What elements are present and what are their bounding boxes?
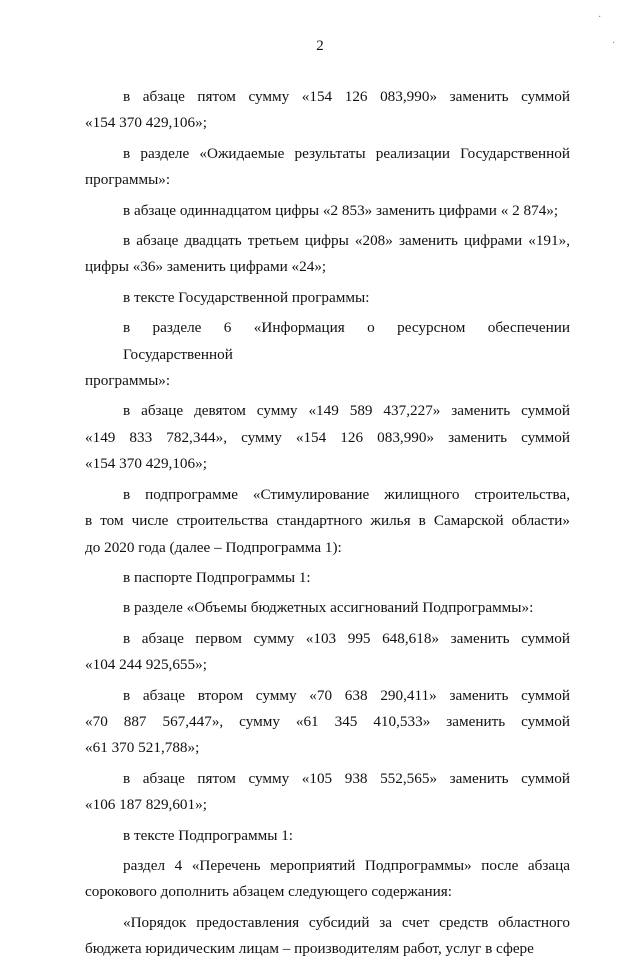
text-line: до 2020 года (далее – Подпрограмма 1):: [85, 538, 342, 556]
text-line: в разделе «Ожидаемые результаты реализации Государственной: [123, 144, 570, 162]
text-line: в абзаце втором сумму «70 638 290,411» заменить суммой: [123, 686, 570, 704]
text-line: «154 370 429,106»;: [85, 455, 207, 473]
paragraph: [85, 823, 570, 849]
text-line: в абзаце двадцать третьем цифры «208» заменить цифрами «191»,: [123, 232, 570, 250]
text-line: в разделе «Объемы бюджетных ассигнований Подпрограммы»:: [123, 599, 534, 617]
text-line: в том числе строительства стандартного жилья в Самарской области»: [85, 512, 570, 530]
paragraph: [85, 626, 570, 679]
text-line: раздел 4 «Перечень мероприятий Подпрограммы» после абзаца: [123, 856, 570, 874]
text-line: в паспорте Подпрограммы 1:: [123, 568, 311, 586]
text-line: в тексте Подпрограммы 1:: [123, 826, 294, 844]
text-line: сорокового дополнить абзацем следующего содержания:: [85, 883, 453, 901]
paragraph: [85, 285, 570, 311]
text-line: в абзаце девятом сумму «149 589 437,227» заменить суммой: [123, 402, 570, 420]
document-body: [85, 84, 570, 963]
paragraph: [85, 683, 570, 762]
page-number: 2: [316, 38, 324, 54]
text-line: в подпрограмме «Стимулирование жилищного строительства,: [123, 485, 570, 503]
text-line: «106 187 829,601»;: [85, 796, 207, 814]
text-line: «70 887 567,447», сумму «61 345 410,533» заменить суммой: [85, 712, 570, 730]
text-line: «149 833 782,344», сумму «154 126 083,990» заменить суммой: [85, 428, 570, 446]
paragraph: [85, 482, 570, 561]
text-line: в тексте Государственной программы:: [123, 288, 370, 306]
paragraph: [85, 141, 570, 194]
text-line: в абзаце пятом сумму «154 126 083,990» заменить суммой: [123, 88, 570, 105]
paragraph: [85, 198, 570, 224]
paragraph: [85, 853, 570, 906]
text-line: программы»:: [85, 171, 171, 189]
text-line: в абзаце пятом сумму «105 938 552,565» заменить суммой: [123, 769, 570, 787]
text-line: «61 370 521,788»;: [85, 739, 200, 757]
text-line: «104 244 925,655»;: [85, 656, 207, 674]
scan-speck: ·: [612, 38, 616, 49]
text-line: программы»:: [85, 372, 171, 390]
scan-speck: ·: [598, 12, 602, 23]
text-line: в абзаце первом сумму «103 995 648,618» заменить суммой: [123, 629, 570, 647]
text-line: «Порядок предоставления субсидий за счет средств областного: [123, 913, 570, 931]
paragraph: [85, 595, 570, 621]
text-line: в разделе 6 «Информация о ресурсном обеспечении Государственной: [123, 319, 570, 363]
text-line: «154 370 429,106»;: [85, 114, 207, 132]
text-line: в абзаце одиннадцатом цифры «2 853» заменить цифрами « 2 874»;: [123, 201, 559, 219]
paragraph: [85, 84, 570, 137]
paragraph: [85, 565, 570, 591]
paragraph: [85, 228, 570, 281]
paragraph: [85, 910, 570, 963]
text-line: бюджета юридическим лицам – производителям работ, услуг в сфере: [85, 940, 534, 958]
paragraph: [85, 766, 570, 819]
paragraph: [85, 398, 570, 477]
paragraph: [85, 315, 570, 394]
text-line: цифры «36» заменить цифрами «24»;: [85, 258, 327, 276]
